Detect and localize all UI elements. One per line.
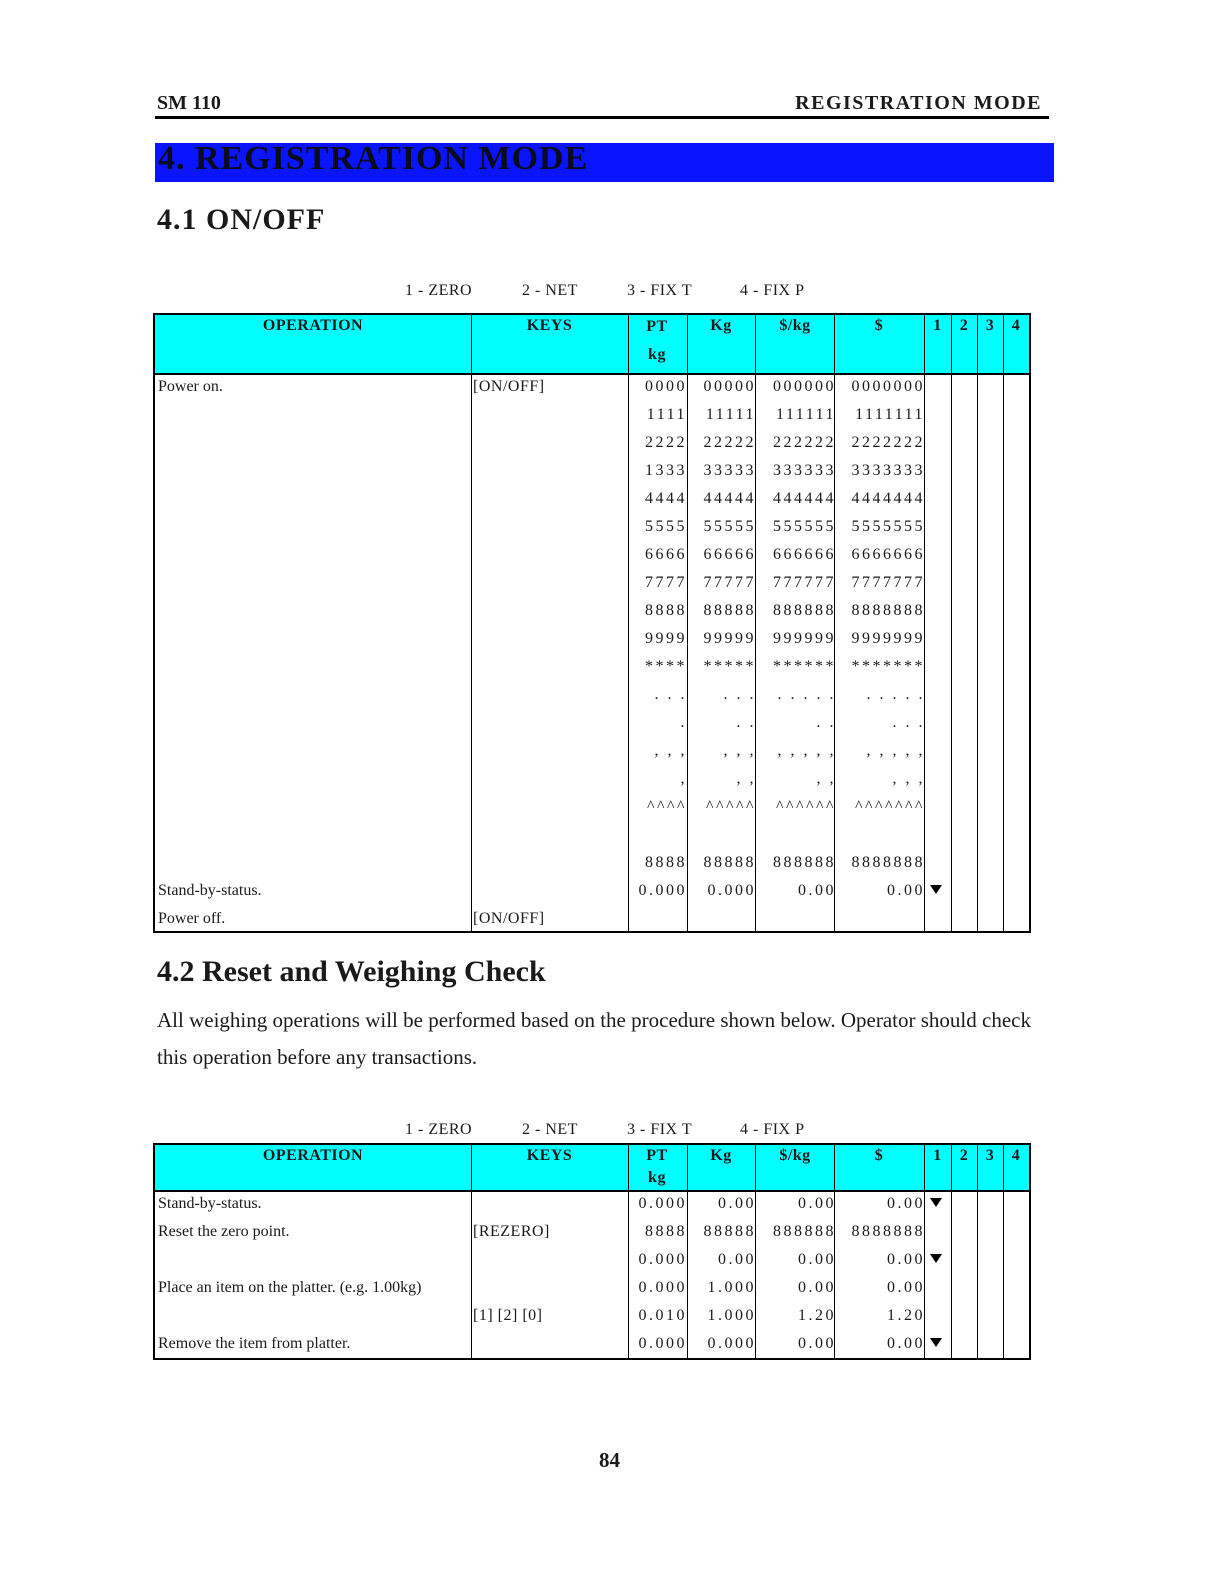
col-pt <box>628 1145 686 1189</box>
total-price-value: 3333333 <box>851 462 925 479</box>
chapter-title: 4. REGISTRATION MODE <box>158 140 589 177</box>
kg-value: 77777 <box>703 574 756 591</box>
col-ind-3: 3 <box>985 317 995 334</box>
col-pt-label: PT <box>646 1147 668 1164</box>
total-price-value <box>837 905 925 933</box>
operation-text: Power on. <box>158 378 223 395</box>
column-divider <box>951 315 952 931</box>
total-price-value: 6666666 <box>851 546 925 563</box>
pt-value: 8888 <box>645 602 687 619</box>
total-price-value: ******* <box>851 658 925 675</box>
total-price-value: 0.00 <box>887 1335 925 1352</box>
price-per-kg-value: 888888 <box>773 854 836 871</box>
column-divider <box>687 315 688 931</box>
price-per-kg-value: 999999 <box>773 630 836 647</box>
col-ind-1: 1 <box>933 317 942 334</box>
kg-value: 88888 <box>703 602 756 619</box>
total-price-value: 7777777 <box>851 574 925 591</box>
total-price-value: , , , , , <box>866 742 925 759</box>
kg-value: 55555 <box>703 518 756 535</box>
legend-item: 1 - ZERO <box>405 1121 473 1138</box>
kg-value: ***** <box>703 658 756 675</box>
legend-item: 3 - FIX T <box>627 1121 693 1138</box>
price-per-kg-value: 0.00 <box>798 1195 836 1212</box>
total-price-value: 0.00 <box>887 882 925 899</box>
kg-value: 33333 <box>703 462 756 479</box>
total-price-value: 0.00 <box>887 1195 925 1212</box>
key-sequence: [ON/OFF] <box>473 378 545 395</box>
price-per-kg-value <box>758 905 836 933</box>
header-section: REGISTRATION MODE <box>795 92 1042 114</box>
zero-indicator-icon <box>930 1254 942 1263</box>
column-divider <box>471 315 472 931</box>
col-kg: Kg <box>710 317 732 334</box>
column-divider <box>977 1145 978 1358</box>
kg-value: 66666 <box>703 546 756 563</box>
table-header <box>155 315 1029 375</box>
price-per-kg-value: . . <box>816 714 836 731</box>
kg-value: 1.000 <box>707 1307 756 1324</box>
col-ind-2: 2 <box>959 317 969 334</box>
pt-value: 0.000 <box>638 1279 687 1296</box>
col-price-per-kg: $/kg <box>779 1147 811 1164</box>
price-per-kg-value: 777777 <box>773 574 836 591</box>
indicator-legend <box>405 282 825 302</box>
total-price-value: 9999999 <box>851 630 925 647</box>
price-per-kg-value: 333333 <box>773 462 836 479</box>
col-pt-unit: kg <box>648 1169 666 1186</box>
pt-value: , <box>680 770 687 787</box>
reset-weighing-table <box>153 1143 1031 1360</box>
price-per-kg-value: , , <box>816 770 836 787</box>
pt-value <box>629 905 687 933</box>
legend-item: 4 - FIX P <box>740 1121 805 1138</box>
kg-value: 0.000 <box>707 882 756 899</box>
pt-value: 4444 <box>645 490 687 507</box>
kg-value: 88888 <box>703 854 756 871</box>
zero-indicator-icon <box>930 885 942 894</box>
kg-value: 11111 <box>705 406 756 423</box>
pt-value: . <box>680 714 687 731</box>
column-divider <box>471 1145 472 1358</box>
price-per-kg-value: 222222 <box>773 434 836 451</box>
kg-value: 0.000 <box>707 1335 756 1352</box>
total-price-value: 8888888 <box>851 602 925 619</box>
total-price-value: , , , <box>892 770 925 787</box>
price-per-kg-value: 0.00 <box>798 1279 836 1296</box>
total-price-value: 2222222 <box>851 434 925 451</box>
legend-item: 2 - NET <box>522 1121 578 1138</box>
total-price-value: . . . . . <box>866 686 925 703</box>
col-kg: Kg <box>710 1147 732 1164</box>
key-sequence: [ON/OFF] <box>473 910 545 927</box>
section-heading-on-off: 4.1 ON/OFF <box>157 203 326 236</box>
zero-indicator-icon <box>930 1338 942 1347</box>
total-price-value: 8888888 <box>851 854 925 871</box>
kg-value: , , , <box>723 742 756 759</box>
kg-value: ^^^^^ <box>705 798 756 815</box>
col-keys: KEYS <box>526 1147 573 1164</box>
kg-value <box>690 821 756 849</box>
price-per-kg-value: 444444 <box>773 490 836 507</box>
column-divider <box>977 315 978 931</box>
total-price-value: 1111111 <box>855 406 925 423</box>
pt-value: 0.000 <box>638 1251 687 1268</box>
legend-item: 1 - ZERO <box>405 282 473 299</box>
column-divider <box>687 1145 688 1358</box>
col-pt-label: PT <box>646 318 668 335</box>
kg-value: 00000 <box>703 378 756 395</box>
pt-value: 1333 <box>645 462 687 479</box>
pt-value: , , , <box>654 742 687 759</box>
price-per-kg-value: 666666 <box>773 546 836 563</box>
kg-value: , , <box>736 770 756 787</box>
price-per-kg-value: , , , , , <box>777 742 836 759</box>
col-pt <box>628 313 686 369</box>
price-per-kg-value: 0.00 <box>798 1251 836 1268</box>
total-price-value: 0.00 <box>887 1251 925 1268</box>
operation-text: Place an item on the platter. (e.g. 1.00kg) <box>158 1279 422 1296</box>
operation-text: Stand-by-status. <box>158 882 262 899</box>
price-per-kg-value: 111111 <box>775 406 836 423</box>
col-ind-4: 4 <box>1011 317 1021 334</box>
operation-text: Remove the item from platter. <box>158 1335 351 1352</box>
col-operation: OPERATION <box>262 1147 364 1164</box>
operation-text: Reset the zero point. <box>158 1223 290 1240</box>
price-per-kg-value: ****** <box>773 658 836 675</box>
total-price-value: 8888888 <box>851 1223 925 1240</box>
pt-value: 2222 <box>645 434 687 451</box>
section-heading-reset: 4.2 Reset and Weighing Check <box>157 955 546 988</box>
pt-value <box>629 821 687 849</box>
on-off-table <box>153 313 1031 933</box>
total-price-value: 1.20 <box>887 1307 925 1324</box>
kg-value: . . . <box>723 686 756 703</box>
total-price-value: 0.00 <box>887 1279 925 1296</box>
kg-value <box>690 905 756 933</box>
price-per-kg-value: 0.00 <box>798 1335 836 1352</box>
table-header <box>155 1145 1029 1192</box>
pt-value: 0.010 <box>638 1307 687 1324</box>
column-divider <box>951 1145 952 1358</box>
total-price-value: . . . <box>892 714 925 731</box>
pt-value: 0.000 <box>638 882 687 899</box>
kg-value: . . <box>736 714 756 731</box>
column-divider <box>1003 315 1004 931</box>
total-price-value <box>837 821 925 849</box>
price-per-kg-value: ^^^^^^ <box>775 798 836 815</box>
header-model: SM 110 <box>157 92 221 114</box>
legend-item: 3 - FIX T <box>627 282 693 299</box>
total-price-value: 0000000 <box>851 378 925 395</box>
key-sequence: [1] [2] [0] <box>473 1307 543 1324</box>
kg-value: 99999 <box>703 630 756 647</box>
legend-item: 4 - FIX P <box>740 282 805 299</box>
pt-value: 0.000 <box>638 1195 687 1212</box>
price-per-kg-value: 1.20 <box>798 1307 836 1324</box>
total-price-value: 5555555 <box>851 518 925 535</box>
kg-value: 0.00 <box>718 1195 756 1212</box>
col-ind-3: 3 <box>985 1147 995 1164</box>
col-total-price: $ <box>874 1147 884 1164</box>
header-rule <box>155 116 1049 119</box>
kg-value: 88888 <box>703 1223 756 1240</box>
col-operation: OPERATION <box>262 317 364 334</box>
kg-value: 1.000 <box>707 1279 756 1296</box>
column-divider <box>1003 1145 1004 1358</box>
col-ind-2: 2 <box>959 1147 969 1164</box>
pt-value: 7777 <box>645 574 687 591</box>
price-per-kg-value: . . . . . <box>777 686 836 703</box>
legend-item: 2 - NET <box>522 282 578 299</box>
pt-value: 0000 <box>645 378 687 395</box>
pt-value: 8888 <box>645 854 687 871</box>
kg-value: 22222 <box>703 434 756 451</box>
price-per-kg-value: 555555 <box>773 518 836 535</box>
col-keys: KEYS <box>526 317 573 334</box>
indicator-legend <box>405 1121 825 1141</box>
pt-value: . . . <box>654 686 687 703</box>
col-ind-4: 4 <box>1011 1147 1021 1164</box>
kg-value: 0.00 <box>718 1251 756 1268</box>
col-pt-unit: kg <box>648 346 666 363</box>
total-price-value: 4444444 <box>851 490 925 507</box>
price-per-kg-value: 888888 <box>773 1223 836 1240</box>
intro-paragraph: All weighing operations will be performed based on the procedure shown below. Operator should check this operation before any transactions. <box>157 1008 1031 1069</box>
operation-text: Stand-by-status. <box>158 1195 262 1212</box>
key-sequence: [REZERO] <box>473 1223 550 1240</box>
pt-value: 9999 <box>645 630 687 647</box>
col-ind-1: 1 <box>933 1147 942 1164</box>
col-total-price: $ <box>874 317 884 334</box>
operation-text: Power off. <box>158 910 226 927</box>
price-per-kg-value: 888888 <box>773 602 836 619</box>
kg-value: 44444 <box>703 490 756 507</box>
pt-value: 8888 <box>645 1223 687 1240</box>
pt-value: **** <box>645 658 687 675</box>
price-per-kg-value <box>758 821 836 849</box>
pt-value: 5555 <box>645 518 687 535</box>
pt-value: 0.000 <box>638 1335 687 1352</box>
pt-value: ^^^^ <box>646 798 687 815</box>
page-number: 84 <box>599 1448 620 1472</box>
pt-value: 1111 <box>646 406 687 423</box>
zero-indicator-icon <box>930 1198 942 1207</box>
price-per-kg-value: 000000 <box>773 378 836 395</box>
pt-value: 6666 <box>645 546 687 563</box>
total-price-value: ^^^^^^^ <box>854 798 925 815</box>
price-per-kg-value: 0.00 <box>798 882 836 899</box>
col-price-per-kg: $/kg <box>779 317 811 334</box>
